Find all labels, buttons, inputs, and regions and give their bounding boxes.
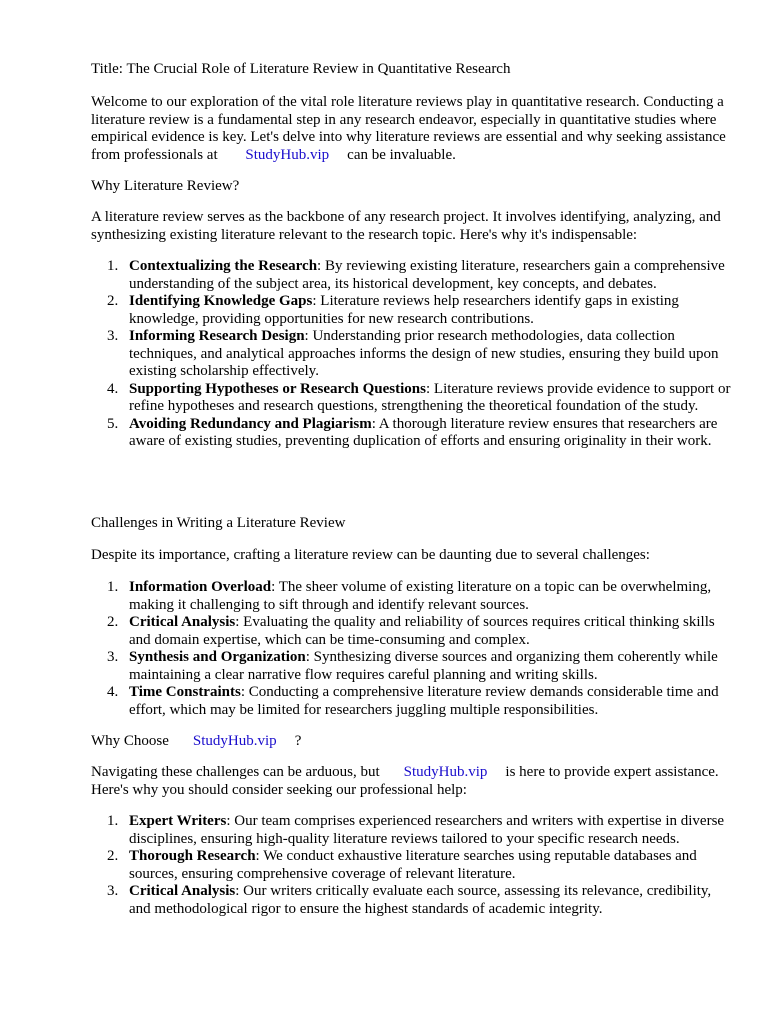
choose-heading bbox=[91, 733, 731, 751]
list-item bbox=[91, 848, 731, 883]
list-item-title: Thorough Research bbox=[129, 848, 256, 864]
list-item bbox=[91, 258, 731, 293]
list-item bbox=[91, 328, 731, 381]
list-item-text: : Our team comprises experienced researchers and writers with expertise in diverse disciplines, ensuring high-quality literature reviews tailored to your specific research needs. bbox=[129, 813, 725, 847]
list-item-title: Contextualizing the Research bbox=[129, 258, 318, 274]
list-item-text: : Evaluating the quality and reliability of sources requires critical thinking skills and domain expertise, which can be time-consuming and complex. bbox=[129, 614, 715, 648]
list-number: 3. bbox=[107, 328, 119, 344]
list-item-title: Critical Analysis bbox=[129, 614, 236, 630]
list-item-text: : Synthesizing diverse sources and organizing them coherently while maintaining a clear narrative flow requires careful planning and writing skills. bbox=[129, 649, 718, 683]
benefits-list bbox=[91, 813, 731, 918]
list-item bbox=[91, 293, 731, 328]
list-item-text: : Understanding prior research methodologies, data collection techniques, and analytical approaches informs the design of new studies, ensuring they build upon existing scholarship effectively. bbox=[129, 328, 719, 379]
list-number: 1. bbox=[107, 813, 119, 829]
list-number: 1. bbox=[107, 258, 119, 274]
studyhub-link[interactable]: StudyHub.vip bbox=[245, 146, 330, 163]
list-item bbox=[91, 416, 731, 451]
list-item-title: Supporting Hypotheses or Research Questions bbox=[129, 380, 426, 397]
list-number: 2. bbox=[107, 848, 119, 864]
list-item-text: : Our writers critically evaluate each source, assessing its relevance, credibility, and methodological rigor to ensure the highest standards of academic integrity. bbox=[129, 883, 712, 917]
list-item-title: Expert Writers bbox=[129, 813, 227, 829]
navigating-after: is here to provide expert assistance. Here's why you should consider seeking our professional help: bbox=[91, 764, 719, 798]
choose-heading-mark: ? bbox=[294, 733, 302, 749]
list-item-text: : We conduct exhaustive literature searches using reputable databases and sources, ensuring comprehensive coverage of relevant literature. bbox=[129, 848, 697, 882]
list-item-text: : A thorough literature review ensures that researchers are aware of existing studies, preventing duplication of efforts and ensuring originality in their work. bbox=[129, 415, 718, 449]
studyhub-link[interactable]: StudyHub.vip bbox=[192, 733, 277, 749]
list-item-title: Information Overload bbox=[129, 579, 272, 595]
why-list bbox=[91, 258, 731, 451]
list-item-text: : Conducting a comprehensive literature review demands considerable time and effort, which may be limited for researchers juggling multiple responsibilities. bbox=[129, 684, 719, 718]
list-item bbox=[91, 579, 731, 614]
choose-heading-text: Why Choose bbox=[91, 733, 169, 749]
challenges-list bbox=[91, 579, 731, 719]
intro-after: can be invaluable. bbox=[347, 146, 456, 163]
list-number: 1. bbox=[107, 579, 119, 595]
list-item-text: : The sheer volume of existing literature on a topic can be overwhelming, making it challenging to sift through and identify relevant sources. bbox=[129, 579, 712, 613]
list-item bbox=[91, 883, 731, 918]
list-item-text: : Literature reviews provide evidence to support or refine hypotheses and research questions, strengthening the theoretical foundation of the study. bbox=[129, 380, 731, 414]
list-item bbox=[91, 381, 731, 416]
document-title: Title: The Crucial Role of Literature Review in Quantitative Research bbox=[91, 61, 511, 77]
why-intro-paragraph: A literature review serves as the backbone of any research project. It involves identifying, analyzing, and synthesizing existing literature relevant to the research topic. Here's why it's indispensable: bbox=[91, 209, 721, 243]
list-number: 2. bbox=[107, 293, 119, 309]
navigating-text: Navigating these challenges can be arduous, but bbox=[91, 764, 380, 780]
intro-paragraph bbox=[91, 94, 731, 164]
list-item bbox=[91, 813, 731, 848]
list-item-text: : By reviewing existing literature, researchers gain a comprehensive understanding of the subject area, its historical development, key concepts, and debates. bbox=[129, 258, 725, 292]
challenges-intro-paragraph: Despite its importance, crafting a literature review can be daunting due to several challenges: bbox=[91, 547, 650, 563]
intro-text: Welcome to our exploration of the vital role literature reviews play in quantitative research. Conducting a literature review is a fundamental step in any research endeavor, especially in quantitative studies where empirical evidence is key. Let's delve into why literature reviews are essential and why seeking assistance from professionals at bbox=[91, 94, 726, 163]
list-item bbox=[91, 649, 731, 684]
list-item-title: Informing Research Design bbox=[129, 328, 305, 344]
list-item-title: Identifying Knowledge Gaps bbox=[129, 293, 313, 309]
list-number: 2. bbox=[107, 614, 119, 630]
list-number: 3. bbox=[107, 649, 119, 665]
navigating-paragraph bbox=[91, 764, 731, 799]
why-heading: Why Literature Review? bbox=[91, 178, 240, 194]
list-number: 4. bbox=[107, 684, 119, 700]
list-item bbox=[91, 684, 731, 719]
studyhub-link[interactable]: StudyHub.vip bbox=[403, 764, 488, 780]
list-item bbox=[91, 614, 731, 649]
list-number: 4. bbox=[107, 380, 119, 397]
list-item-title: Time Constraints bbox=[129, 684, 241, 700]
list-item-title: Critical Analysis bbox=[129, 883, 236, 899]
list-item-text: : Literature reviews help researchers identify gaps in existing knowledge, providing opportunities for new research contributions. bbox=[129, 293, 679, 327]
list-number: 3. bbox=[107, 883, 119, 899]
list-number: 5. bbox=[107, 415, 119, 432]
list-item-title: Synthesis and Organization bbox=[129, 649, 306, 665]
list-item-title: Avoiding Redundancy and Plagiarism bbox=[129, 415, 372, 432]
challenges-heading: Challenges in Writing a Literature Review bbox=[91, 515, 346, 531]
